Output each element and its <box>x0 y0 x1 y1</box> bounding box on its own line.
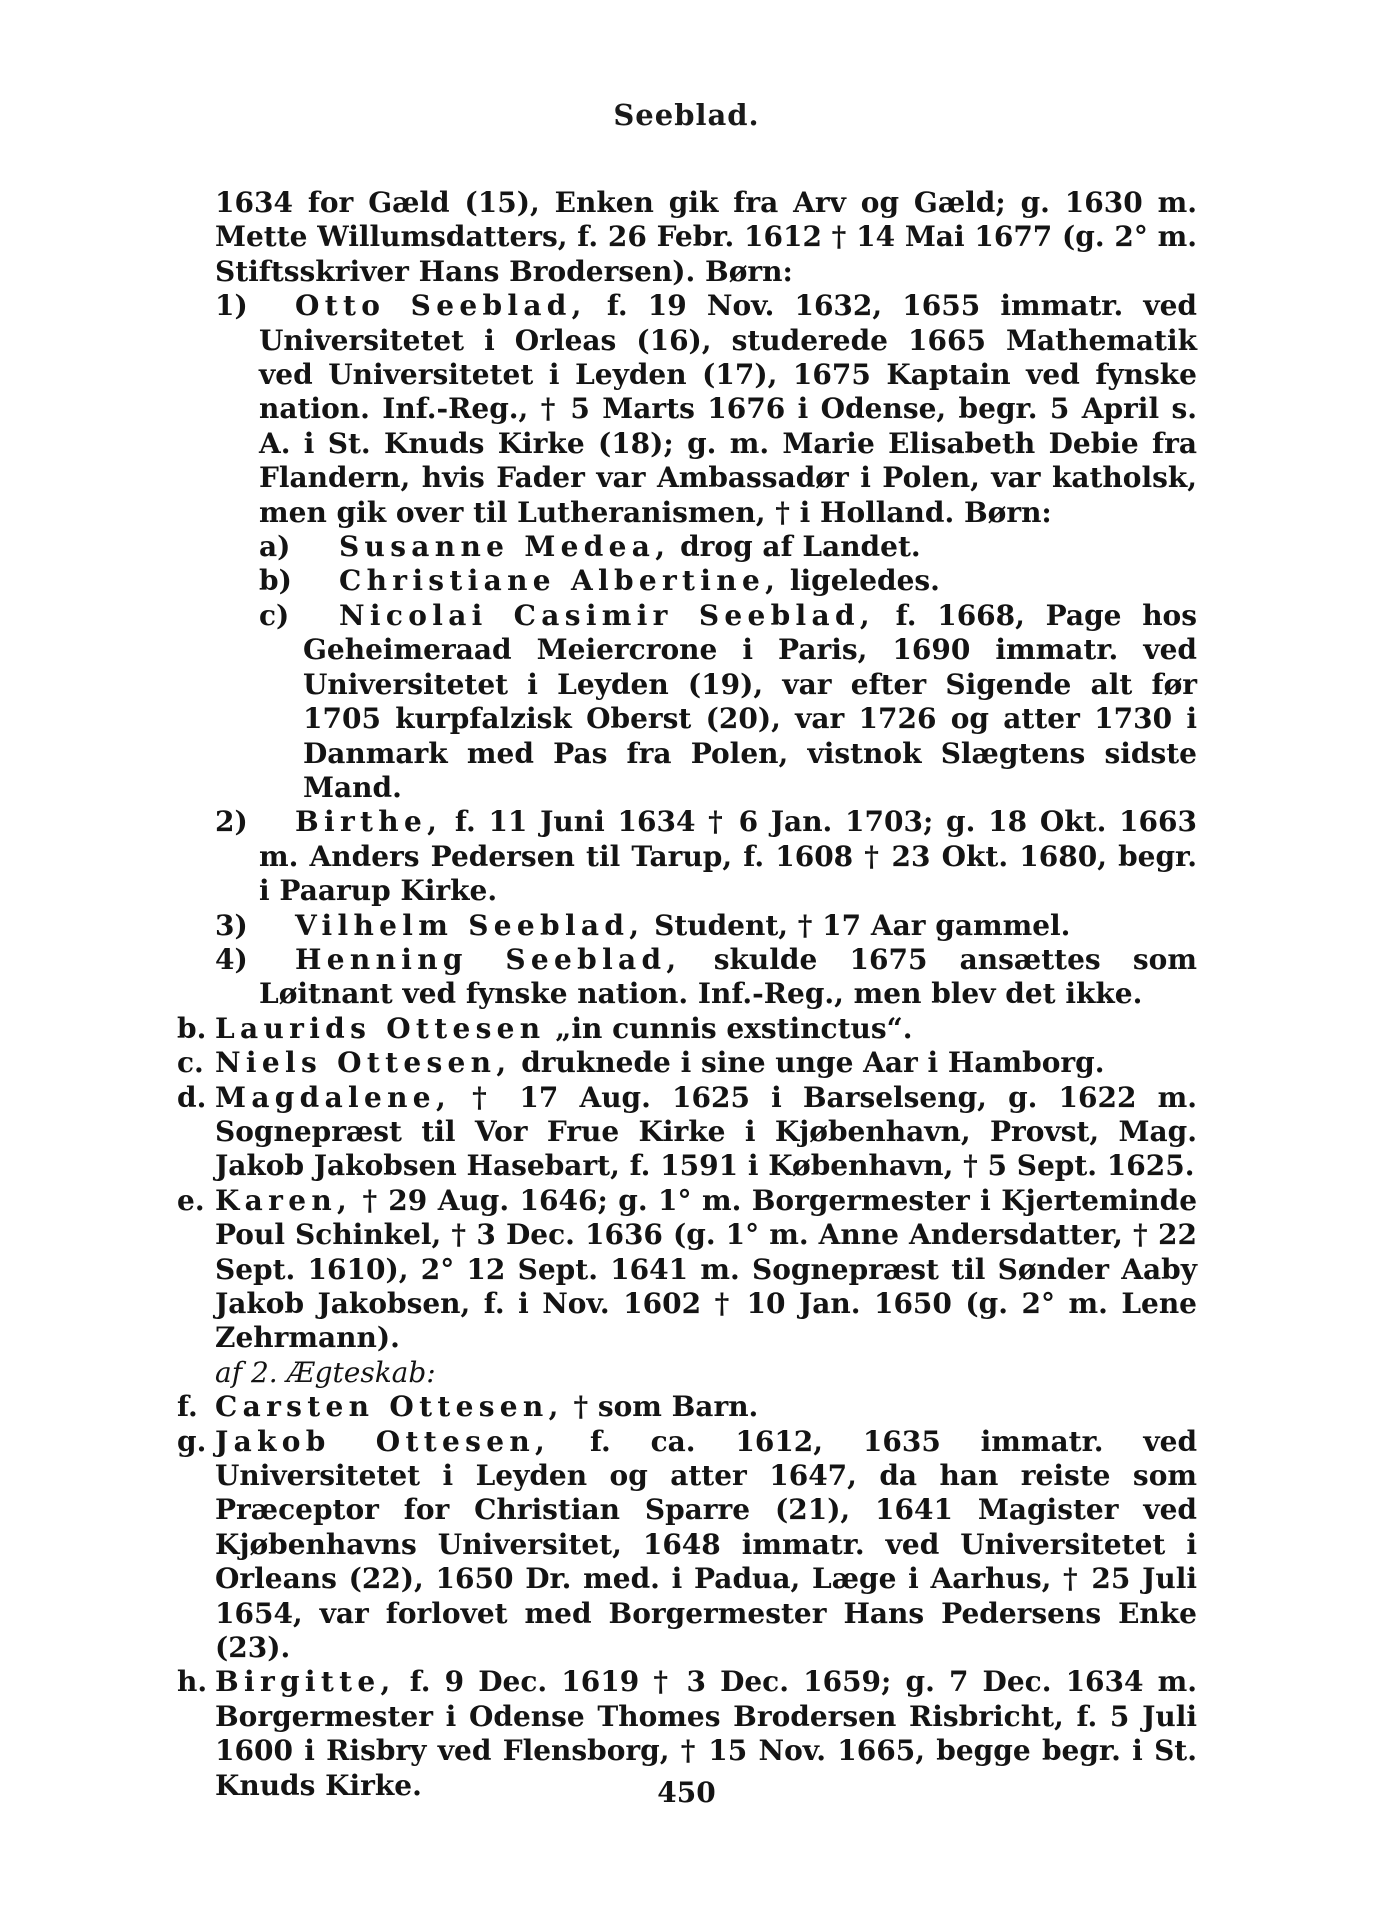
entry-label: b. <box>177 1011 207 1045</box>
entry-text: skulde 1675 ansættes som Løitnant ved fynske nation. Inf.-Reg., men blev det ikke. <box>259 942 1197 1011</box>
entry-label: f. <box>177 1390 198 1424</box>
person-name: Birgitte, <box>215 1665 396 1699</box>
genealogy-entry <box>215 805 1197 908</box>
entry-text: † som Barn. <box>573 1390 759 1424</box>
person-name: Niels Ottesen, <box>215 1046 512 1080</box>
entry-text: druknede i sine unge Aar i Hamborg. <box>521 1046 1105 1080</box>
person-name: Henning Seeblad, <box>295 942 682 976</box>
entry-text: f. 11 Juni 1634 † 6 Jan. 1703; g. 18 Okt. 1663 m. Anders Pedersen til Tarup, f. 1608 † 23 Okt. 1680, begr. i Paarup Kirke. <box>259 805 1197 908</box>
running-header: Seeblad. <box>613 98 760 132</box>
continuation-paragraph: 1634 for Gæld (15), Enken gik fra Arv og Gæld; g. 1630 m. Mette Willumsdatters, f. 26 Febr. 1612 † 14 Mai 1677 (g. 2° m. Stiftsskriver Hans Brodersen). Børn: <box>215 186 1197 288</box>
person-name: Nicolai Casimir Seeblad, <box>339 598 875 632</box>
entry-label: c. <box>177 1046 204 1080</box>
marriage-heading: af 2. Ægteskab: <box>215 1355 436 1389</box>
entry-label: h. <box>177 1665 208 1699</box>
entry-text: f. 1668, Page hos Geheimeraad Meiercrone i Paris, 1690 immatr. ved Universitetet i Leyden (19), var efter Sigende alt før 1705 kurpfalzisk Oberst (20), var 1726 og atter 1730 i Danmark med Pas fra Polen, vistnok Slægtens sidste Mand. <box>303 598 1197 804</box>
child-otto-section <box>215 289 1197 530</box>
genealogy-text <box>177 186 1198 1803</box>
entry-label: g. <box>177 1424 207 1458</box>
genealogy-entry <box>177 1046 1197 1080</box>
entry-text: ligeledes. <box>789 564 940 598</box>
entry-label: c) <box>259 598 290 632</box>
entry-text: f. ca. 1612, 1635 immatr. ved Universitetet i Leyden og atter 1647, da han reiste som Præceptor for Christian Sparre (21), 1641 Magister ved Kjøbenhavns Universitet, 1648 immatr. ved Universitetet i Orleans (22), 1650 Dr. med. i Padua, Læge i Aarhus, † 25 Juli 1654, var forlovet med Borgermester Hans Pedersens Enke (23). <box>215 1424 1198 1665</box>
person-name: Otto Seeblad, <box>295 289 587 323</box>
siblings-second-marriage <box>177 1390 1198 1803</box>
entry-label: b) <box>259 564 292 598</box>
person-name: Susanne Medea, <box>339 530 671 564</box>
entry-label: 3) <box>215 908 248 942</box>
person-name: Karen, <box>215 1183 353 1217</box>
entry-text: Student, † 17 Aar gammel. <box>654 908 1071 942</box>
person-name: Birthe, <box>295 805 443 839</box>
grandchildren-section <box>215 530 1197 805</box>
entry-text: f. 9 Dec. 1619 † 3 Dec. 1659; g. 7 Dec. 1634 m. Borgermester i Odense Thomes Brodersen Risbricht, f. 5 Juli 1600 i Risbry ved Flensborg, † 15 Nov. 1665, begge begr. i St. Knuds Kirke. <box>215 1665 1198 1802</box>
entry-label: 1) <box>215 289 248 323</box>
genealogy-entry <box>177 1011 1197 1046</box>
entry-label: d. <box>177 1080 207 1114</box>
person-name: Vilhelm Seeblad, <box>295 908 645 942</box>
entry-text: † 29 Aug. 1646; g. 1° m. Borgermester i Kjerteminde Poul Schinkel, † 3 Dec. 1636 (g. 1° m. Anne Andersdatter, † 22 Sept. 1610), 2° 12 Sept. 1641 m. Sognepræst til Sønder Aaby Jakob Jakobsen, f. i Nov. 1602 † 10 Jan. 1650 (g. 2° m. Lene Zehrmann). <box>215 1183 1198 1355</box>
entry-text: † 17 Aug. 1625 i Barselseng, g. 1622 m. Sognepræst til Vor Frue Kirke i Kjøbenhavn, Provst, Mag. Jakob Jakobsen Hasebart, f. 1591 i København, † 5 Sept. 1625. <box>215 1080 1198 1183</box>
entry-label: 2) <box>215 805 248 839</box>
genealogy-entry <box>177 1424 1198 1666</box>
genealogy-entry <box>215 530 1197 564</box>
page-number: 450 <box>657 1776 716 1809</box>
person-name: Carsten Ottesen, <box>215 1390 564 1424</box>
genealogy-entry <box>215 289 1197 530</box>
genealogy-entry <box>177 1390 1197 1424</box>
genealogy-entry <box>215 599 1197 805</box>
person-name: Christiane Albertine, <box>339 564 781 598</box>
siblings-first-marriage <box>177 1011 1198 1356</box>
entry-label: a) <box>259 530 291 564</box>
person-name: Jakob Ottesen, <box>215 1424 551 1458</box>
children-rest-section <box>215 805 1197 1011</box>
genealogy-entry <box>177 1183 1198 1356</box>
entry-text: drog af Landet. <box>680 530 921 564</box>
genealogy-entry <box>177 1080 1198 1184</box>
genealogy-entry <box>215 564 1197 598</box>
entry-text: f. 19 Nov. 1632, 1655 immatr. ved Universitetet i Orleas (16), studerede 1665 Mathematik ved Universitetet i Leyden (17), 1675 Kaptain ved fynske nation. Inf.-Reg., † 5 Marts 1676 i Odense, begr. 5 April s. A. i St. Knuds Kirke (18); g. m. Marie Elisabeth Debie fra Flandern, hvis Fader var Ambassadør i Polen, var katholsk, men gik over til Lutheranismen, † i Holland. Børn: <box>259 289 1197 529</box>
genealogy-entry <box>215 909 1197 943</box>
genealogy-entry <box>215 943 1197 1012</box>
person-name: Laurids Ottesen <box>215 1011 546 1045</box>
entry-label: e. <box>177 1183 205 1217</box>
person-name: Magdalene, <box>215 1080 452 1114</box>
entry-text: „in cunnis exstinctus“. <box>555 1011 913 1045</box>
entry-label: 4) <box>215 942 248 976</box>
